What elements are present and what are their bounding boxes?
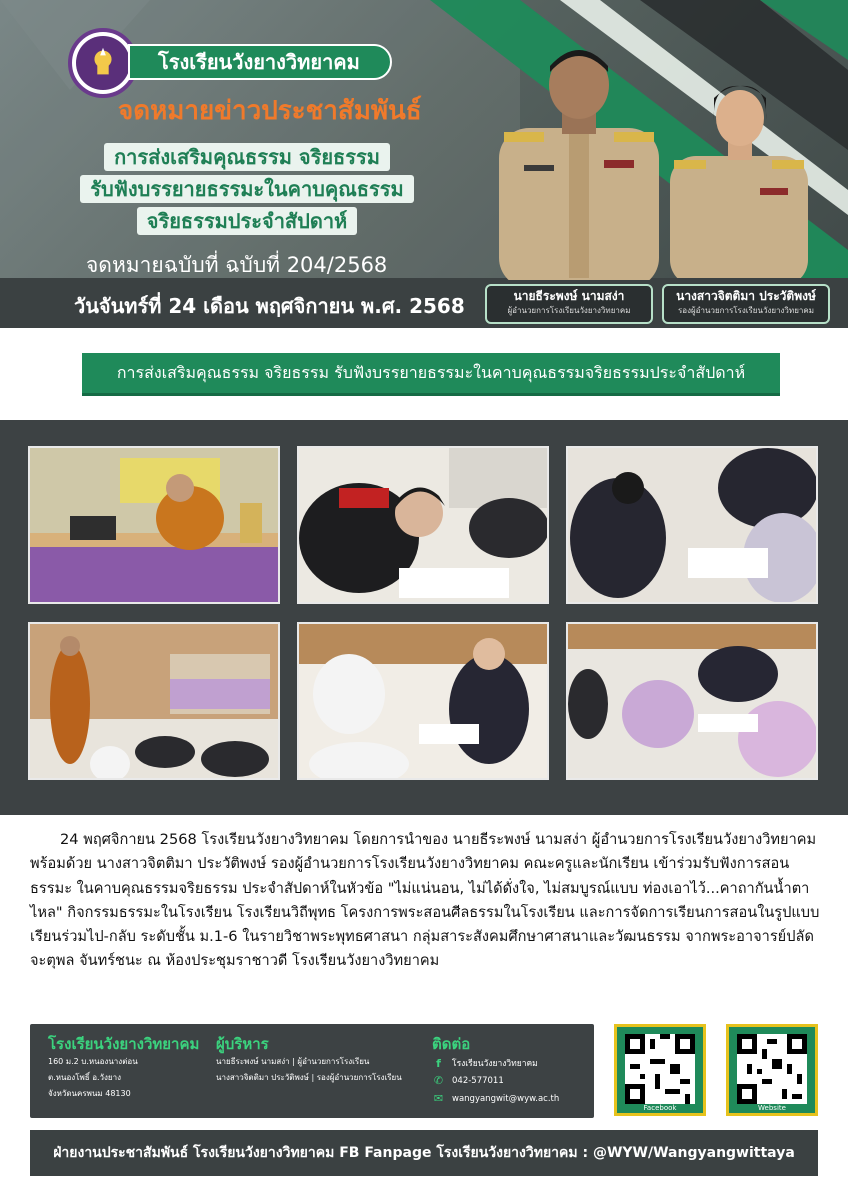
footer-info — [30, 1024, 594, 1118]
school-name-pill: โรงเรียนวังยางวิทยาคม — [128, 44, 392, 80]
pr-footer-bar: ฝ่ายงานประชาสัมพันธ์ โรงเรียนวังยางวิทยาคม FB Fanpage โรงเรียนวังยางวิทยาคม : @WYW/Wangyangwittaya — [30, 1130, 818, 1176]
contact-email-text: wangyangwit@wyw.ac.th — [452, 1093, 560, 1104]
footer-admin-heading: ผู้บริหาร — [216, 1035, 269, 1053]
photo-gallery — [0, 420, 848, 815]
article-title-banner: การส่งเสริมคุณธรรม จริยธรรม รับฟังบรรยายธรรมะในคาบคุณธรรมจริยธรรมประจำสัปดาห์ — [82, 353, 780, 396]
website-qr-code — [737, 1034, 807, 1104]
director-name: นายธีระพงษ์ นามสง่า — [513, 289, 625, 303]
deputy-photo — [664, 78, 814, 278]
headline-line: การส่งเสริมคุณธรรม จริยธรรม — [104, 143, 390, 171]
director-role: ผู้อำนวยการโรงเรียนวังยางวิทยาคม — [507, 306, 631, 315]
headline-line: จริยธรรมประจำสัปดาห์ — [137, 207, 358, 235]
footer-admin-line: นางสาวจิตติมา ประวัติพงษ์ | รองผู้อำนวยการโรงเรียน — [216, 1073, 402, 1082]
website-qr-card[interactable] — [726, 1024, 818, 1116]
contact-phone[interactable] — [432, 1074, 504, 1087]
deputy-name-tag — [662, 284, 830, 324]
contact-facebook[interactable] — [432, 1056, 538, 1070]
phone-icon: ✆ — [433, 1074, 444, 1087]
facebook-icon: f — [436, 1056, 441, 1070]
photo-monk-standing — [28, 622, 280, 780]
issue-date: วันจันทร์ที่ 24 เดือน พฤศจิกายน พ.ศ. 2568 — [74, 294, 465, 318]
deputy-name: นางสาวจิตติมา ประวัติพงษ์ — [676, 289, 816, 303]
footer-address-line: จังหวัดนครพนม 48130 — [48, 1089, 131, 1098]
photo-students-floor — [566, 622, 818, 780]
issue-number: จดหมายฉบับที่ ฉบับที่ 204/2568 — [86, 253, 388, 277]
photo-student-writing — [297, 446, 549, 604]
director-photo — [484, 40, 674, 280]
facebook-qr-card[interactable] — [614, 1024, 706, 1116]
newsletter-title: จดหมายข่าวประชาสัมพันธ์ — [118, 96, 422, 126]
emblem-icon — [84, 44, 122, 82]
deputy-role: รองผู้อำนวยการโรงเรียนวังยางวิทยาคม — [677, 306, 814, 315]
headline — [66, 143, 428, 237]
headline-line: รับฟังบรรยายธรรมะในคาบคุณธรรม — [80, 175, 413, 203]
facebook-qr-code — [625, 1034, 695, 1104]
director-name-tag — [485, 284, 653, 324]
photo-student-smiling — [297, 622, 549, 780]
footer-school-heading: โรงเรียนวังยางวิทยาคม — [48, 1035, 200, 1053]
website-qr-label: Website — [758, 1104, 786, 1112]
contact-phone-text: 042-577011 — [452, 1075, 504, 1086]
photo-monk-lecture — [28, 446, 280, 604]
photo-students-group — [566, 446, 818, 604]
contact-facebook-text: โรงเรียนวังยางวิทยาคม — [452, 1059, 538, 1069]
facebook-qr-label: Facebook — [643, 1104, 677, 1112]
contact-email[interactable] — [432, 1092, 559, 1105]
article-body: 24 พฤศจิกายน 2568 โรงเรียนวังยางวิทยาคม โดยการนำของ นายธีระพงษ์ นามสง่า ผู้อำนวยการโรงเรียนวังยางวิทยาคม พร้อมด้วย นางสาวจิตติมา ประวัติพงษ์ รองผู้อำนวยการโรงเรียนวังยางวิทยาคม คณะครูและนักเรียน เข้าร่วมรับฟังการสอนธรรมะ ในคาบคุณธรรมจริยธรรม ประจำสัปดาห์ในหัวข้อ "ไม่แน่นอน, ไม่ได้ดั่งใจ, ไม่สมบูรณ์แบบ ท่องเอาไว้...คาถากันน้ำตาไหล" กิจกรรมธรรมะในโรงเรียน โรงเรียนวิถีพุทธ โครงการพระสอนศีลธรรมในโรงเรียน และการจัดการเรียนการสอนในรูปแบบเรียนร่วมไป-กลับ ระดับชั้น ม.1-6 ในรายวิชาพระพุทธศาสนา กลุ่มสาระสังคมศึกษาศาสนาและวัฒนธรรม จากพระอาจารย์ปลัดจะตุพล จันทร์ชนะ ณ ห้องประชุมราชาวดี โรงเรียนวังยางวิทยาคม — [30, 831, 820, 970]
newsletter-header — [0, 0, 848, 328]
footer-admin-line: นายธีระพงษ์ นามสง่า | ผู้อำนวยการโรงเรียน — [216, 1057, 370, 1066]
mail-icon: ✉ — [433, 1092, 444, 1105]
footer-contact-heading: ติดต่อ — [432, 1035, 471, 1053]
footer-address-line: 160 ม.2 บ.หนองนางต่อน — [48, 1057, 138, 1066]
footer-address-line: ต.หนองโพธิ์ อ.วังยาง — [48, 1073, 122, 1082]
